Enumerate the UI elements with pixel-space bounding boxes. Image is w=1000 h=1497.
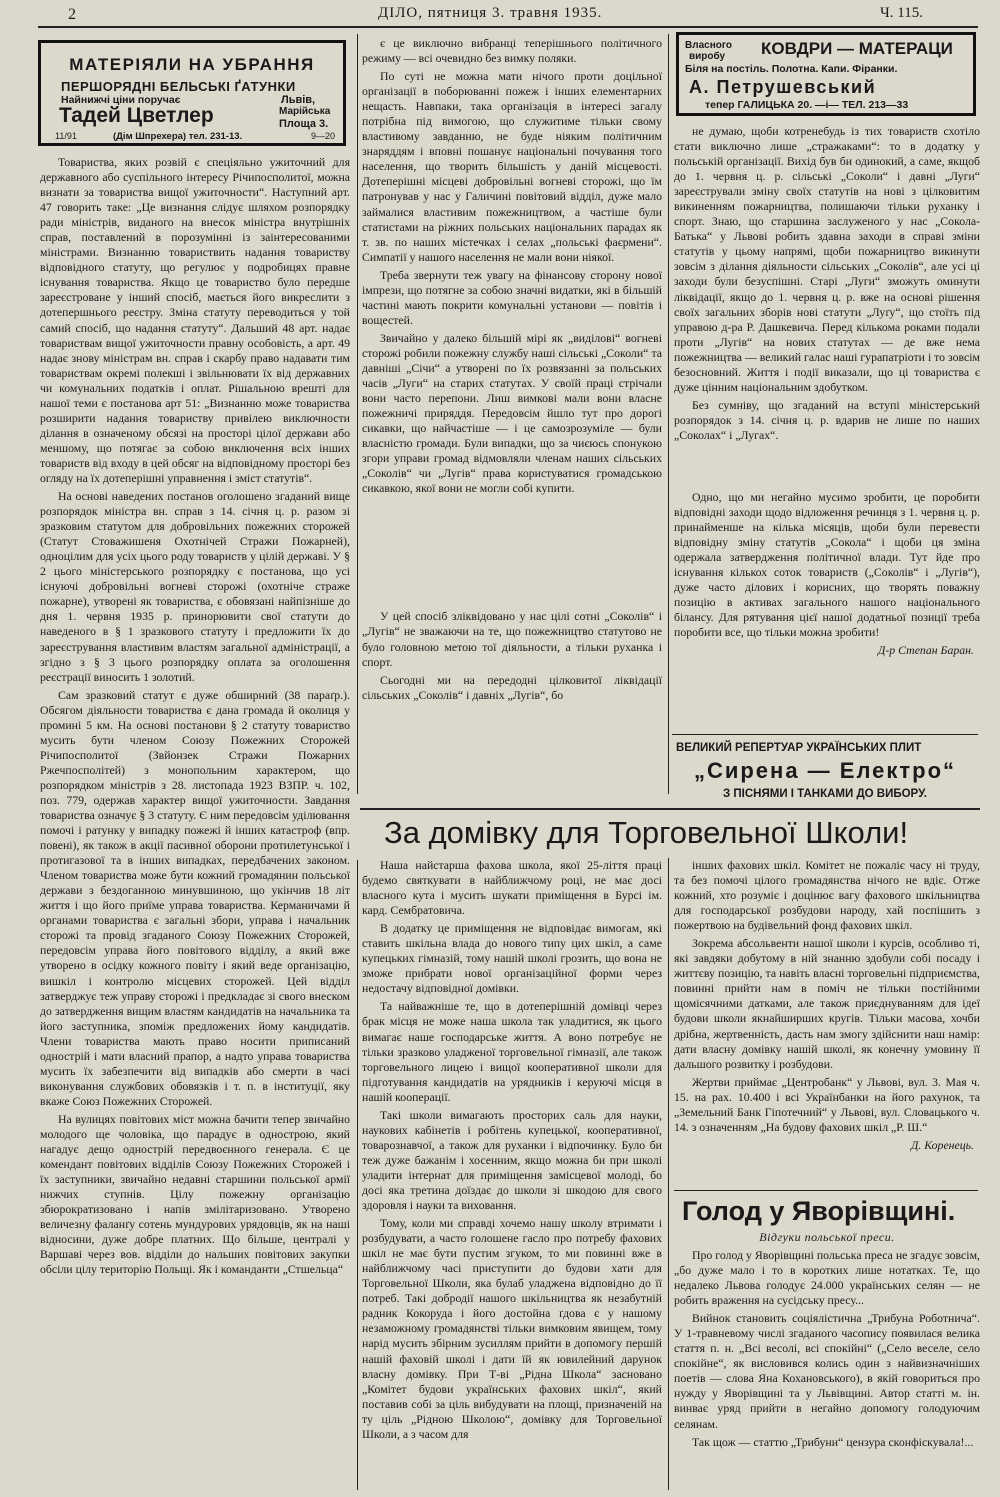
ad-records-brand: „Сирена — Електро“ xyxy=(693,758,957,783)
ad-fabrics-house: (Дім Шпрехера) тел. 231-13. xyxy=(113,131,243,142)
ad-bedding-own-1: Власного xyxy=(685,40,732,51)
ad-records-line3: З ПІСНЯМИ І ТАНКАМИ ДО ВИБОРУ. xyxy=(723,788,927,800)
ad-fabrics-street1: Марійська xyxy=(279,106,331,117)
article1-paragraph: Треба звернути теж увагу на фінансову сторону нової імпрези, що потягне за собою значні видатки, які в більшій частині мають покрити комунальні установи — повітів і вощестей. xyxy=(362,267,662,327)
article2-paragraph: Та найважніше те, що в дотеперішній домівці через брак місця не може наша школа так уладитися, як цього вимагає наше господарське життя. А воно потребує не тільки зразково уладженої торговельної гімназії, але також торговельного лицею і вищої кооперативної школи для підготування кандидатів на урядників і керуючі місця в нашій кооперації. xyxy=(362,999,662,1104)
records-ad-rule xyxy=(672,734,978,735)
ad-fabrics-code-left: 11/91 xyxy=(55,131,77,141)
article2-paragraph: Жертви приймає „Центробанк“ у Львові, вул. 3. Мая ч. 15. на рах. 10.400 і всі Українбанки на його рахунок, та „Земельний Банк Гіпотечний“ у Львові, вул. Словацького ч. 14. з означенням „На будову фахових шкіл „Р. Ш.“ xyxy=(674,1074,980,1134)
article2-paragraph: Тому, коли ми справді хочемо нашу школу втримати і розбудувати, а часто голошене гасло про потребу фахових шкіл не має бути пустим згуком, то ми повинні вже в найближчому часі приступити до будови хати для Торговельної Школи, яка булаб уладжена відповідно до її потреб. Такі добродії нашого шкільництва як незабутній радник Кокоруда і його достойна ґдова є у нашому незаможному громадянстві тільки вимковим явищем, тому нарід мусить збірним зусиллям прийти в допомогу першій нашій фаховій школі і дати їй як ювилейний дарунок власну домівку. При Т-ві „Рідна Школа“ засновано „Комітет будови українських фахових шкіл“, який поставив собі за ціль вибудувати на площі, призначеній на ту ціль „Рідною Школою“, домівку для Торговельної Школи, а з часом для xyxy=(362,1216,662,1441)
article1-paragraph: Звичайно у далеко більшій мірі як „виділові“ вогневі сторожі робили пожежну службу наші сільські „Соколи“ та давніші „Січи“ а утворені по їх розвязанні за польських часів „Луги“ на старих статутах. У своїй праці стрічали вони часто перепони. Лиш вимкові мали вони власне пожежничі приряддя. Передовсім йшло тут про дорогі сикавки, що найчастіше — і це самозрозуміле — були власністю громади. Були випадки, що за чиєюсь спонукою згори управи громад відмовляли членам наших сільських „Соколів“ чи „Лугів“ права користуватися громадською сикавкою, якої вони не могли собі купити. xyxy=(362,330,662,496)
article2-paragraph: В додатку це приміщення не відповідає вимогам, які ставить шкільна влада до нового типу цих шкіл, а саме купецьких гімназій, тому нашій школі грозить, що вона не зможе прибрати нової організаційної форми через недостачу відповідної домівки. xyxy=(362,921,662,996)
article1-column-3 xyxy=(674,124,980,724)
column-rule-2 xyxy=(668,34,669,794)
column-rule-3 xyxy=(668,858,669,1490)
article1-paragraph: Сам зразковий статут є дуже обширний (38 параґр.). Обсягом діяльности товариства є дана громада й околиця у промині 5 км. На основі постанови § 2 статуту товариство мусить бути членом Союзу Пожежних Сторожей Річипосполитої (Звйонзек Стражи Пожарних Ржечпосполітей) з монопольним характером, що розпорядком міністрів з 28. листопада 1923 ВЗПР. ч. 102, поз. 779, одержав характер вищої ужиточности. Завдання товариства означує § 3 статуту. Є ним передовсім уділювання помочі і ратунку у випадку пожежі й інших катастроф (впр. повені), як також в акції пасивної оборони протилетунської і протигазової та в інших випадках, передбачених законом. Членом товариства може бути кожний громадянин польської держави з бездоганною минувшиною, що укінчив 18 літ життя і що його приїме управа товариства. Керманичами й органами товариства є загальні збори, управа і начальник сторожі та провід згаданого Союзу Пожежних Сторожей, передовсім управа його повітового відділу, а який вже утворено в осідку кожного повіту і який веде організацію, вишкіл і контролю місцевих сторожей. Цей відділ затверджує теж управу сторожі і предкладає зі свого внеском до затвердження вищим властям кандидатів на начальника та його заступника, зпоміж предложених йому кандидатів. Члени товариства мають право носити приписаний однострій і мати власний прапор, а надто управа товариства мусить їх забезпечити від випадків або смерти в часі виконування службових обовязків і т. п. в інституції, яку вкаже Союз Пожежних Сторожей. xyxy=(40,687,350,1108)
article1-paragraph: Сьогодні ми на передодні цілковитої ліквідації сільських „Соколів“ і давніх „Лугів“, бо xyxy=(362,672,662,702)
article3-top-rule xyxy=(674,1190,978,1191)
article3-headline: Голод у Яворівщині. xyxy=(682,1196,956,1226)
column-rule-1 xyxy=(357,34,358,794)
article1-paragraph: Без сумніву, що згаданий на вступі міністерський розпорядок з 14. січня ц. р. вдарив не лише по наших „Соколах“ і „Лугах“. xyxy=(674,397,980,442)
article1-paragraph: не думаю, щоби котренебудь із тих товариств схотіло стати виключно лише „стражаками“: то в додатку у польській організації. Вихід був би одинокий, а саме, якщоб до 1. червня ц. р. сільські „Соколи“ і давні „Луги“ зареєстрували зміну своїх статутів на нові з цілковитим викиненням пожарництва, полишаючи тільки руханку і спорт. Знаю, що старшина заслуженого у нас „Сокола-Батька“ у Львові робить здавна заходи в справі зміни статутів у цьому напрямі, щоби пожарництво викинути зовсім з ділання діяльности сільських „Соколів“, але усі ці заходи були безуспішні. Старі „Луги“ зможуть оминути ліквідації, якщо до 1. червня ц. р. вже на основі рішення своїх загальних зборів нові статути „Луґу“, що стоїть під управою д-ра Р. Дашкевича. Перед кількома роками подали проти „Лугів“ на нових статутах — де вже нема пожежництва — великий галас наші гурапатріоти і то зовсім безосновний. Життя і події виказали, що ці товариства є дуже цінним національним здобутком. xyxy=(674,124,980,394)
ad-bedding-name: А. Петрушевський xyxy=(689,77,877,97)
article1-column-2 xyxy=(362,36,662,806)
article1-column-1 xyxy=(40,155,350,1495)
ad-fabrics-title: МАТЕРІЯЛИ НА УБРАННЯ xyxy=(69,55,315,74)
article2-paragraph: Зокрема абсольвенти нашої школи і курсів, особливо ті, які завдяки добутому в ній знанню здобули собі посаду і життєву позицію, та навіть власні торговельні підприємства, повинні прийти нам в поміч не тільки постійними щомісячними датками, але також приєднуванням для ідеї будови школи якнайширших кругів. Тільки масова, хочби дрібна, жертвенність, дасть нам змогу здійснити наш намір: дати власну домівку нашій школі, як конечну умовину її дальшого розвитку і розбудови. xyxy=(674,936,980,1071)
article1-paragraph: У цей спосіб зліквідовано у нас цілі сотні „Соколів“ і „Лугів“ не зважаючи на те, що пожежництво статутово не було головною метою тої діяльности, а тільки руханка і спорт. xyxy=(362,609,662,669)
article3-paragraph: Так щож — статтю „Трибуни“ цензура сконфіскувала!... xyxy=(692,1434,974,1449)
page-number: 2 xyxy=(68,6,76,23)
article3-body xyxy=(674,1248,980,1494)
article3-paragraph: Про голод у Яворівщині польська преса не згадує зовсім, „бо дуже мало і то в коротких лише нотатках. Те, що недалеко Львова голодує 24.000 українських селян — не робить враження на сусідську пресу... xyxy=(674,1248,980,1308)
article2-top-rule xyxy=(360,808,980,810)
ad-fabrics-prices: Найнижчі ціни поручає xyxy=(61,94,181,106)
article3-paragraph: Вийнок становить соціялістична „Трибуна Роботнича“. У 1-травневому числі згаданого часопису появилася велика стаття п. н. „Всі весолі, всі спокійні“ („Село веселе, село спокійне“, як висловився колись один з найвизначніших поетів — слова Яна Кохановського), в якій говориться про нужду у Яворівщині та у Львівщині. Автор статті м. ін. винває уряд прийти в негайно допомогу голодуючим селянам. xyxy=(674,1311,980,1431)
ad-fabrics-code-right: 9—20 xyxy=(311,131,336,141)
article1-paragraph: є це виключно вибранці теперішнього політичного режиму — всі очевидно без вимку поляки. xyxy=(362,36,662,66)
article2-paragraph: Наша найстарша фахова школа, якої 25-ліття праці будемо святкувати в найближчому році, не має досі власного кута і мусить шукати приміщення в Бурсі ім. кард. Сембратовича. xyxy=(362,858,662,918)
article2-paragraph: інших фахових шкіл. Комітет не пожаліє часу ні труду, та без помочі цілого громадянства нічого не вдіє. Отже кожний, хто розуміє і доцінює вагу фахового шкільництва для господарської розбудови народу, хай поспішить з пожертвою на будівельний фонд фахових шкіл. xyxy=(674,858,980,933)
ad-fabrics-city: Львів, xyxy=(281,94,316,106)
article1-paragraph: На вулицях повітових міст можна бачити тепер звичайно молодого ще чоловіка, що парадує в однострою, який нагадує дещо однострій передвоєнного генерала. Є це комендант повітових відділів Союзу Пожежних Сторожей і їх заступники, звичайно недавні старшини польської армії нижчих ступнів. Цілу пожежну організацію збюрократизовано і напів змілітаризовано. Утворено величезну фаланґу сотень мундурових урядовців, як на наші відносини, дуже добре платних. Що більше, централі у Варшаві через вов. відділи до нальших повітових закупки обсіли цілу територію Польщі. Як і команданти „Стшельца“ xyxy=(40,1111,350,1277)
ad-bedding-address: тепер ГАЛИЦЬКА 20. —і— ТЕЛ. 213—33 xyxy=(705,99,909,111)
masthead: ДІЛО, пятниця 3. травня 1935. xyxy=(378,5,603,21)
article3-subhead: Відгуки польської преси. xyxy=(759,1230,895,1244)
ad-bedding xyxy=(676,32,976,116)
column-rule-1-lower xyxy=(357,860,358,1490)
article2-headline: За домівку для Торговельної Школи! xyxy=(384,815,909,850)
ad-fabrics xyxy=(38,40,346,146)
ad-bedding-title: КОВДРИ — МАТЕРАЦИ xyxy=(761,39,953,58)
article2-column-1 xyxy=(362,858,662,1494)
ad-fabrics-name: Тадей Цветлер xyxy=(59,104,214,127)
article1-signature: Д-р Степан Баран. xyxy=(877,643,974,658)
header-rule xyxy=(38,26,978,28)
ad-records-line1: ВЕЛИКИЙ РЕПЕРТУАР УКРАЇНСЬКИХ ПЛИТ xyxy=(676,742,922,754)
article1-paragraph: По суті не можна мати нічого проти доцільної організації в поборюванні пожеж і інших елементарних нещасть. Навпаки, така організація в інтересі загалу потрібна під вимогою, що служитиме тільки свому властивому завданню, не буде ніяким політичним знаряддям і вповні пошанує національні почування того населення, що творить більшість у даній місцевості. Дотеперішні місцеві добровільні вогневі сторожі, що їм патронував у нас у Галичині повітовий відділ, дуже мало займалися властивим пожежництвом, а частіше були статистами на ріжних польських національних парадах як т. зв. по наших містечках і селах „польські фаєрмени“. Симпатії у нашого населення не мали вони ніякої. xyxy=(362,69,662,264)
ad-bedding-line2: Біля на постіль. Полотна. Капи. Фіранки. xyxy=(685,63,898,75)
ad-fabrics-street2: Площа 3. xyxy=(279,118,329,130)
article2-signature: Д. Коренець. xyxy=(910,1137,974,1152)
issue-number: Ч. 115. xyxy=(880,5,923,21)
article1-paragraph: Товариства, яких розвій є спеціяльно ужиточний для державного або суспільного інтересу Річипосполитої, можна визнати за товариства вищої ужиточности“. Наступний арт. 47 говорить таке: „Це визнання слідує шляхом розпорядку ради міністрів, виданого на внесок міністра внутрішніх справ, поставлений в порозумінні із заінтересованими міністрами. Визнанню товариствить надання товариству відповідного статуту, що регулює у подробицях правне існування товариства. Якщо це товариство було передше зареєстроване у інший спосіб, мається його викреслити з дотепершнього реєстру. Зміна статуту переводиться у той самий спосіб, що надання статуту“. Дальший 48 арт. надає товариствам вищої ужиточности правну особовість, а арт. 49 надає знову міністрам вн. справ і скарбу право надавати тим товариствам окремі полекші і звільнювати їх від державних чи комунальних податків і оплат. Рішальною врешті для нашої теми є постанова арт 51: „Визнанню може товариства розширити надання товариству привілею виключности ділання в означеному обсязі на просторі цілої держави або меншому, що потягає за собою виключення всіх інших товариств від входу в цей обсяг на відповідному просторі без огляду на їх дотеперішні управнення і зміст статутів“. xyxy=(40,155,350,485)
article2-column-2 xyxy=(674,858,980,1188)
article1-paragraph: На основі наведених постанов оголошено згаданий вище розпорядок міністра вн. справ з 14. січня ц. р. разом зі зразковим статутом для добровільних пожежних сторожей (Статут Стоважишеня Охотнічей Стражи Пожарней), одноцілим для усіх цього роду товариств у цілій державі. У § 2 цього міністерського розпорядку є постанова, що усі існуючі добровільні вогневі сторожі (охотніче страже пожарне), утворені як товариства, є обовязані найпізніше до дня 1. червня 1935 р. принорювити свої статути до наведеного в § 1 зразкового статуту і предложити їх до зареєстрування властивим властям загальної адміністрації, а згідно з § 3 цього розпорядку оплата за оголошення реєстрації виносить 1 золотий. xyxy=(40,489,350,684)
ad-bedding-own-2: виробу xyxy=(689,51,726,62)
article2-paragraph: Такі школи вимагають просторих саль для науки, наукових кабінетів і робітень купецької, кооперативної, товарознавчої, а також для руханки і відпочинку. Було би теж дуже бажанім і хосенним, якщо можна би при школі уладити інтернат для приміщення замісцевої молоді, бо досі яка третина доїздає до школи зі шкодою для свого здоровля і науки та виховання. xyxy=(362,1107,662,1213)
article1-paragraph: Одно, що ми негайно мусимо зробити, це поробити відповідні заходи щодо відложення речинця з 1. червня ц. р. принайменше на кілька місяців, щоби були перевести відповідну зміну статутів „Сокола“ і щоби ця зміна одержала затвердження політичної влади. Тут йде про існування кількох соток товариств („Соколів“ і „Лугів“), дуже часто ділових і корисних, що творять поважну позицію в активах загального нашого національного біланcу. Для рятування цієї нашої додатньої позиції треба поробити все, що тільки можна зробити! xyxy=(674,489,980,640)
ad-fabrics-subtitle: ПЕРШОРЯДНІ БЕЛЬСЬКІ ҐАТУНКИ xyxy=(61,79,296,94)
